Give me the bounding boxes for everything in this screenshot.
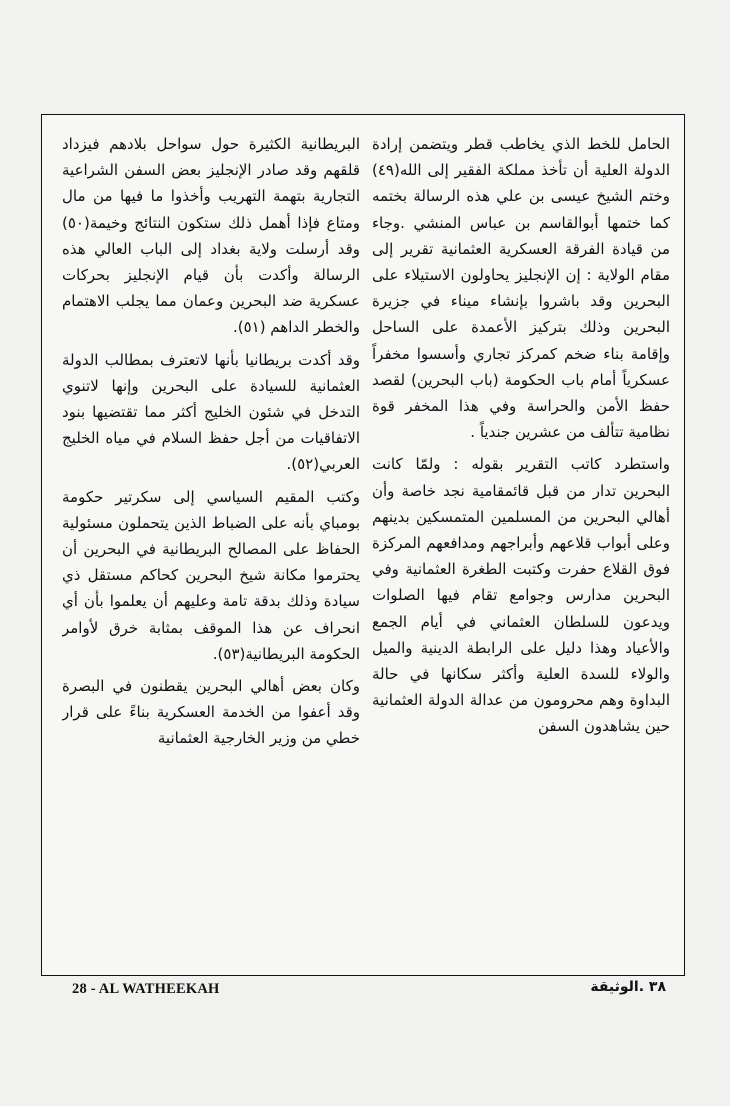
paragraph: واستطرد كاتب التقرير بقوله : ولمّا كانت البحرين تدار من قبل قائمقامية نجد خاصة وأن أهالي البحرين من المسلمين المتمسكين بدينهم وعلى أبواب قلاعهم وأبراجهم ومدافعهم المركزة فوق القلاع حفرت وكتبت الطغرة العثمانية وفي البحرين مدارس وجوامع تقام فيها الصلوات ويدعون للسلطان العثماني في أيام الجمع والأعياد وهذا دليل على الرابطة الدينية والميل والولاء للسدة العلية وأكثر سكانها في حالة البداوة وهم محرومون من عدالة الدولة العثمانية حين يشاهدون السفن xyxy=(372,455,670,736)
right-text-column xyxy=(372,131,670,961)
paragraph: وقد أكدت بريطانيا بأنها لاتعترف بمطالب الدولة العثمانية للسيادة على البحرين وإنها لاتنوي التدخل في شئون الخليج أكثر مما تقتضيها بنود الاتفاقيات من أجل حفظ السلام في مياه الخليج العربي(٥٢). xyxy=(62,350,360,474)
paragraph: وكان بعض أهالي البحرين يقطنون في البصرة وقد أعفوا من الخدمة العسكرية بناءً على قرار خطي من وزير الخارجية العثمانية xyxy=(62,677,360,748)
left-text-column xyxy=(62,131,360,961)
footer-page-label-arabic: ٣٨ .الوثيقة xyxy=(590,979,666,995)
footer-page-label-english: 28 - AL WATHEEKAH xyxy=(72,981,220,997)
paragraph: البريطانية الكثيرة حول سواحل بلادهم فيزداد قلقهم وقد صادر الإنجليز بعض السفن الشراعية التجارية بتهمة التهريب وأخذوا ما فيها من مال ومتاع فإذا أهمل ذلك ستكون النتائج وخيمة(٥٠) وقد أرسلت ولاية بغداد إلى الباب العالي هذه الرسالة وأكدت بأن قيام الإنجليز بحركات عسكرية ضد البحرين وعمان مما يجلب الاهتمام والخطر الداهم (٥١). xyxy=(62,135,360,337)
paragraph: وكتب المقيم السياسي إلى سكرتير حكومة بومباي بأنه على الضباط الذين يتحملون مسئولية الحفاظ على المصالح البريطانية في البحرين أن يحترموا مكانة شيخ البحرين كحاكم مستقل ذي سيادة وذلك بدقة تامة وعليهم أن يعلموا بأن أي انحراف عن هذا الموقف بمثابة خرق لأوامر الحكومة البريطانية(٥٣). xyxy=(62,487,360,663)
paragraph: الحامل للخط الذي يخاطب قطر ويتضمن إرادة الدولة العلية أن تأخذ مملكة الفقير إلى الله(٤٩) وختم الشيخ عيسى بن علي هذه الرسالة بختمه كما ختمها أبوالقاسم بن عباس المنشي .وجاء من قيادة الفرقة العسكرية العثمانية تقرير إلى مقام الولاية : إن الإنجليز يحاولون الاستيلاء على البحرين وقد باشروا بإنشاء ميناء في جزيرة البحرين وذلك بتركيز الأعمدة على الساحل وإقامة بناء ضخم كمركز تجاري وأسسوا مخفراً عسكرياً أمام باب الحكومة (باب البحرين) لقصد حفظ الأمن والحراسة وفي هذا المخفر قوة نظامية تتألف من عشرين جندياً . xyxy=(372,135,670,442)
